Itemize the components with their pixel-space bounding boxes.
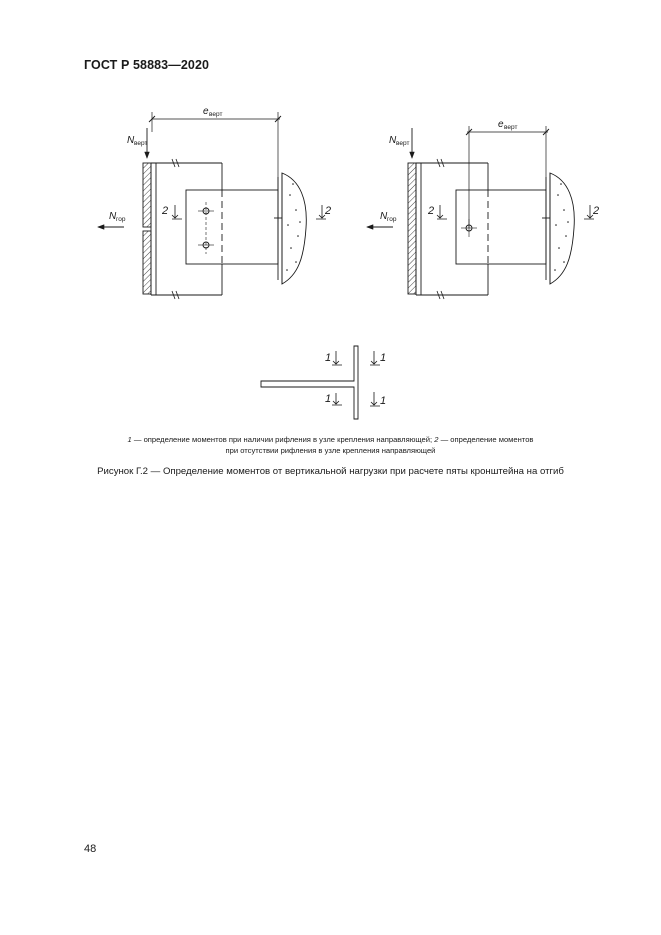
right-evert-symbol: e [498, 119, 504, 130]
right-nvert-sub: верт [396, 140, 410, 147]
left-nhor-sub: гор [116, 216, 126, 223]
standard-designation: ГОСТ Р 58883—2020 [84, 58, 210, 72]
legend-line-1 [70, 434, 591, 446]
wall-hatch [408, 163, 416, 294]
right-nvert-symbol: N [389, 135, 397, 146]
left-section-mark-left: 2 [162, 205, 169, 217]
bottom-mark-top-right: 1 [380, 352, 387, 364]
bracket-plate [456, 190, 546, 264]
concrete-wall [550, 173, 574, 284]
legend-item1-number: 1 [127, 435, 132, 444]
right-evert-sub: верт [504, 124, 518, 131]
wall-hatch-upper [143, 163, 151, 227]
right-section-mark-right: 2 [593, 205, 600, 217]
wall-hatch-lower [143, 231, 151, 294]
legend-item2-text-a: — определение моментов [438, 435, 534, 444]
bottom-mark-bottom-right: 1 [380, 395, 387, 407]
bottom-mark-bottom-left: 1 [325, 393, 332, 405]
page-number: 48 [84, 843, 97, 855]
t-section-diagram [261, 346, 380, 419]
right-section-mark-left: 2 [428, 205, 435, 217]
bracket-plate [186, 190, 278, 264]
left-nhor-symbol: N [109, 211, 117, 222]
legend-item2-number: 2 [434, 435, 439, 444]
left-section-mark-right: 2 [325, 205, 332, 217]
right-nhor-sub: гор [387, 216, 397, 223]
right-nhor-symbol: N [380, 211, 388, 222]
legend-line-2: при отсутствии рифления в узле крепления направляющей [225, 446, 436, 455]
left-evert-symbol: e [203, 106, 209, 117]
bottom-mark-top-left: 1 [325, 352, 332, 364]
left-nvert-sub: верт [134, 140, 148, 147]
concrete-wall [282, 173, 306, 284]
left-evert-sub: верт [209, 111, 223, 118]
figure-title: Рисунок Г.2 — Определение моментов от вертикальной нагрузки при расчете пяты кронштейна на отгиб [97, 466, 564, 477]
left-nvert-symbol: N [127, 135, 135, 146]
right-diagram [367, 126, 594, 299]
legend-item1-text: — определение моментов при наличии рифления в узле крепления направляющей; [131, 435, 435, 444]
